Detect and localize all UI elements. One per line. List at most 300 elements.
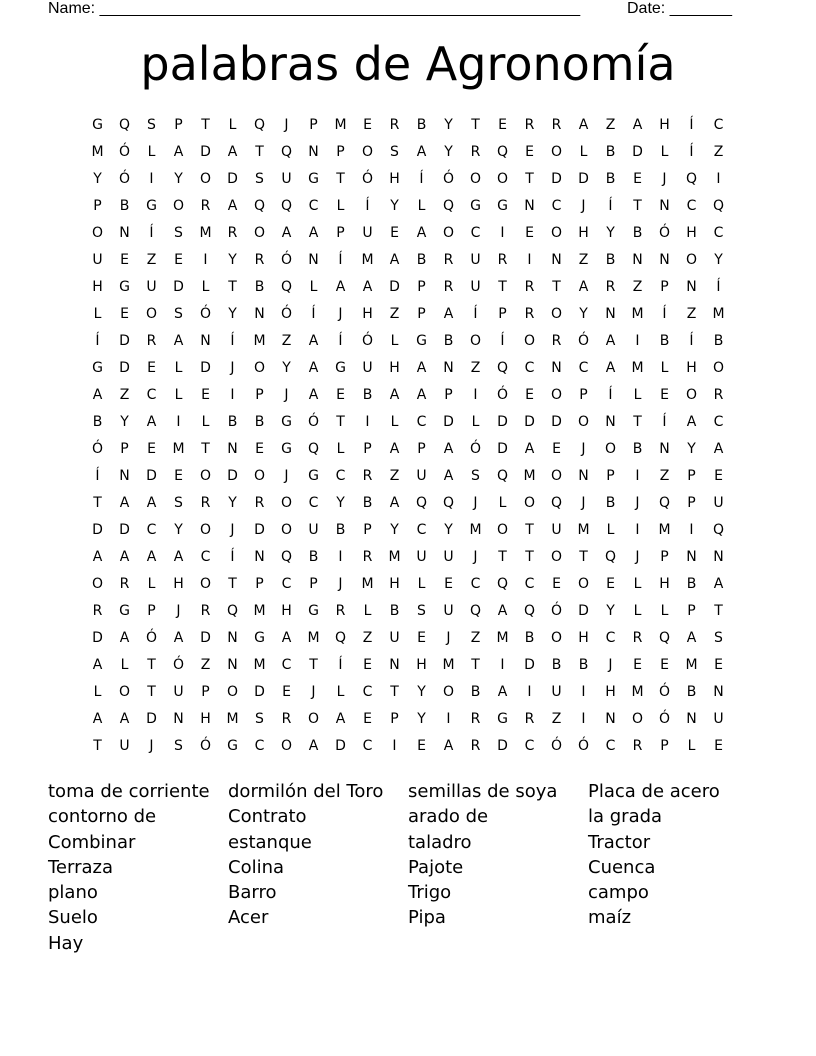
grid-letter[interactable]: Ó [469, 441, 482, 457]
grid-letter[interactable]: O [631, 711, 644, 727]
grid-letter[interactable]: N [173, 711, 184, 727]
grid-letter[interactable]: P [255, 576, 264, 592]
grid-letter[interactable]: E [525, 144, 534, 160]
grid-letter[interactable]: E [633, 657, 642, 673]
grid-letter[interactable]: O [307, 711, 320, 727]
grid-letter[interactable]: U [362, 225, 373, 241]
grid-letter[interactable]: D [578, 603, 589, 619]
grid-letter[interactable]: S [174, 225, 183, 241]
grid-letter[interactable]: D [632, 144, 643, 160]
grid-letter[interactable]: D [146, 711, 157, 727]
grid-letter[interactable]: T [309, 657, 318, 673]
grid-letter[interactable]: P [363, 522, 372, 538]
grid-letter[interactable]: M [253, 333, 266, 349]
grid-letter[interactable]: A [416, 387, 427, 403]
grid-letter[interactable]: C [470, 225, 481, 241]
grid-letter[interactable]: E [552, 441, 561, 457]
grid-letter[interactable]: E [606, 576, 615, 592]
grid-letter[interactable]: D [119, 333, 130, 349]
grid-letter[interactable]: G [470, 198, 481, 214]
grid-letter[interactable]: L [660, 360, 669, 376]
grid-letter[interactable]: D [335, 738, 346, 754]
grid-letter[interactable]: R [281, 711, 292, 727]
grid-letter[interactable]: L [174, 360, 183, 376]
grid-letter[interactable]: O [523, 495, 536, 511]
grid-letter[interactable]: O [118, 684, 131, 700]
grid-letter[interactable]: O [280, 738, 293, 754]
grid-letter[interactable]: U [443, 603, 454, 619]
grid-letter[interactable]: O [91, 225, 104, 241]
grid-letter[interactable]: T [93, 738, 102, 754]
grid-letter[interactable]: S [471, 468, 480, 484]
grid-letter[interactable]: E [336, 387, 345, 403]
grid-letter[interactable]: T [525, 171, 534, 187]
grid-letter[interactable]: B [227, 414, 238, 430]
grid-letter[interactable]: D [200, 360, 211, 376]
grid-letter[interactable]: P [120, 441, 129, 457]
grid-letter[interactable]: B [605, 144, 616, 160]
grid-letter[interactable]: Z [119, 387, 130, 403]
grid-letter[interactable]: A [389, 495, 400, 511]
grid-letter[interactable]: I [365, 414, 370, 430]
grid-letter[interactable]: P [498, 306, 507, 322]
grid-letter[interactable]: G [119, 279, 130, 295]
grid-letter[interactable]: Q [118, 117, 131, 133]
grid-letter[interactable]: E [444, 576, 453, 592]
grid-letter[interactable]: Ó [550, 603, 563, 619]
grid-letter[interactable]: Í [149, 225, 154, 241]
grid-letter[interactable]: D [119, 522, 130, 538]
grid-letter[interactable]: E [363, 657, 372, 673]
grid-letter[interactable]: O [550, 306, 563, 322]
grid-letter[interactable]: C [362, 738, 373, 754]
grid-letter[interactable]: E [282, 684, 291, 700]
grid-letter[interactable]: P [201, 684, 210, 700]
grid-letter[interactable]: C [362, 684, 373, 700]
grid-letter[interactable]: N [686, 549, 697, 565]
grid-letter[interactable]: R [524, 117, 535, 133]
grid-letter[interactable]: Q [496, 144, 509, 160]
grid-letter[interactable]: D [551, 414, 562, 430]
grid-letter[interactable]: O [550, 468, 563, 484]
grid-letter[interactable]: Í [662, 306, 667, 322]
grid-letter[interactable]: E [417, 738, 426, 754]
grid-letter[interactable]: Ó [307, 414, 320, 430]
grid-letter[interactable]: A [146, 414, 157, 430]
grid-letter[interactable]: O [496, 171, 509, 187]
grid-letter[interactable]: P [687, 468, 696, 484]
grid-letter[interactable]: U [92, 252, 103, 268]
grid-letter[interactable]: J [176, 603, 181, 619]
grid-letter[interactable]: I [635, 522, 640, 538]
grid-letter[interactable]: O [550, 225, 563, 241]
grid-letter[interactable]: Í [689, 144, 694, 160]
grid-letter[interactable]: Ó [361, 171, 374, 187]
grid-letter[interactable]: P [687, 603, 696, 619]
grid-letter[interactable]: R [92, 603, 103, 619]
grid-letter[interactable]: Í [95, 468, 100, 484]
grid-letter[interactable]: R [200, 495, 211, 511]
grid-letter[interactable]: G [308, 468, 319, 484]
grid-letter[interactable]: U [551, 522, 562, 538]
grid-letter[interactable]: M [469, 522, 482, 538]
grid-letter[interactable]: R [497, 252, 508, 268]
grid-letter[interactable]: E [147, 441, 156, 457]
grid-letter[interactable]: A [605, 333, 616, 349]
grid-letter[interactable]: Q [604, 549, 617, 565]
grid-letter[interactable]: H [578, 630, 589, 646]
grid-letter[interactable]: E [363, 711, 372, 727]
grid-letter[interactable]: N [686, 711, 697, 727]
grid-letter[interactable]: Q [280, 144, 293, 160]
grid-letter[interactable]: M [685, 657, 698, 673]
grid-letter[interactable]: B [605, 252, 616, 268]
grid-letter[interactable]: E [120, 306, 129, 322]
grid-letter[interactable]: H [173, 576, 184, 592]
grid-letter[interactable]: M [523, 468, 536, 484]
grid-letter[interactable]: D [254, 522, 265, 538]
grid-letter[interactable]: I [581, 684, 586, 700]
grid-letter[interactable]: Y [174, 522, 183, 538]
grid-letter[interactable]: Ó [118, 144, 131, 160]
grid-letter[interactable]: L [633, 387, 642, 403]
grid-letter[interactable]: C [524, 738, 535, 754]
grid-letter[interactable]: P [309, 117, 318, 133]
grid-letter[interactable]: A [416, 225, 427, 241]
grid-letter[interactable]: Ó [442, 171, 455, 187]
grid-letter[interactable]: I [527, 684, 532, 700]
grid-letter[interactable]: Q [280, 549, 293, 565]
grid-letter[interactable]: L [606, 522, 615, 538]
grid-letter[interactable]: H [686, 360, 697, 376]
grid-letter[interactable]: U [362, 360, 373, 376]
grid-letter[interactable]: Y [228, 306, 237, 322]
grid-letter[interactable]: Q [550, 495, 563, 511]
grid-letter[interactable]: J [581, 441, 586, 457]
grid-letter[interactable]: B [713, 333, 724, 349]
grid-letter[interactable]: C [146, 387, 157, 403]
grid-letter[interactable]: L [633, 603, 642, 619]
grid-letter[interactable]: P [363, 441, 372, 457]
grid-letter[interactable]: O [550, 630, 563, 646]
grid-letter[interactable]: B [443, 333, 454, 349]
grid-letter[interactable]: Y [228, 495, 237, 511]
grid-letter[interactable]: O [226, 684, 239, 700]
grid-letter[interactable]: R [146, 333, 157, 349]
grid-letter[interactable]: D [497, 441, 508, 457]
grid-letter[interactable]: Ó [280, 252, 293, 268]
grid-letter[interactable]: M [91, 144, 104, 160]
grid-letter[interactable]: Y [417, 684, 426, 700]
grid-letter[interactable]: Y [687, 441, 696, 457]
grid-letter[interactable]: C [470, 576, 481, 592]
grid-letter[interactable]: C [524, 360, 535, 376]
grid-letter[interactable]: P [660, 738, 669, 754]
grid-letter[interactable]: C [605, 630, 616, 646]
grid-letter[interactable]: A [335, 279, 346, 295]
grid-letter[interactable]: L [363, 603, 372, 619]
grid-letter[interactable]: N [389, 657, 400, 673]
grid-letter[interactable]: Ó [658, 684, 671, 700]
grid-letter[interactable]: E [417, 630, 426, 646]
grid-letter[interactable]: M [631, 684, 644, 700]
grid-letter[interactable]: D [497, 414, 508, 430]
grid-letter[interactable]: A [308, 738, 319, 754]
grid-letter[interactable]: U [443, 549, 454, 565]
grid-letter[interactable]: M [631, 306, 644, 322]
grid-letter[interactable]: C [686, 198, 697, 214]
grid-letter[interactable]: T [228, 576, 237, 592]
grid-letter[interactable]: P [417, 306, 426, 322]
grid-letter[interactable]: E [390, 225, 399, 241]
grid-letter[interactable]: T [471, 657, 480, 673]
grid-letter[interactable]: R [335, 603, 346, 619]
grid-letter[interactable]: Z [605, 117, 616, 133]
grid-letter[interactable]: O [145, 306, 158, 322]
grid-letter[interactable]: L [633, 576, 642, 592]
grid-letter[interactable]: Z [632, 279, 643, 295]
grid-letter[interactable]: N [227, 441, 238, 457]
grid-letter[interactable]: T [336, 414, 345, 430]
grid-letter[interactable]: A [308, 360, 319, 376]
grid-letter[interactable]: I [635, 468, 640, 484]
grid-letter[interactable]: A [416, 360, 427, 376]
grid-letter[interactable]: R [227, 225, 238, 241]
grid-letter[interactable]: J [149, 738, 154, 754]
grid-letter[interactable]: Y [444, 522, 453, 538]
grid-letter[interactable]: Z [551, 711, 562, 727]
grid-letter[interactable]: Z [470, 630, 481, 646]
grid-letter[interactable]: S [417, 603, 426, 619]
grid-letter[interactable]: H [281, 603, 292, 619]
grid-letter[interactable]: T [93, 495, 102, 511]
grid-letter[interactable]: O [253, 468, 266, 484]
grid-letter[interactable]: D [173, 279, 184, 295]
grid-letter[interactable]: U [146, 279, 157, 295]
grid-letter[interactable]: L [309, 279, 318, 295]
grid-letter[interactable]: N [200, 333, 211, 349]
grid-letter[interactable]: L [579, 144, 588, 160]
grid-letter[interactable]: O [469, 333, 482, 349]
grid-letter[interactable]: Q [280, 279, 293, 295]
grid-letter[interactable]: J [338, 576, 343, 592]
grid-letter[interactable]: Í [473, 306, 478, 322]
grid-letter[interactable]: I [149, 171, 154, 187]
grid-letter[interactable]: A [92, 657, 103, 673]
grid-letter[interactable]: D [497, 738, 508, 754]
grid-letter[interactable]: P [444, 387, 453, 403]
grid-letter[interactable]: R [362, 468, 373, 484]
grid-letter[interactable]: B [632, 225, 643, 241]
grid-letter[interactable]: Ó [577, 738, 590, 754]
grid-letter[interactable]: Q [280, 198, 293, 214]
grid-letter[interactable]: A [227, 144, 238, 160]
grid-letter[interactable]: O [442, 225, 455, 241]
grid-letter[interactable]: E [714, 657, 723, 673]
grid-letter[interactable]: P [390, 711, 399, 727]
date-field[interactable]: Date: _______ [627, 0, 732, 17]
grid-letter[interactable]: J [473, 549, 478, 565]
grid-letter[interactable]: T [471, 117, 480, 133]
grid-letter[interactable]: O [685, 252, 698, 268]
grid-letter[interactable]: E [201, 387, 210, 403]
grid-letter[interactable]: A [578, 117, 589, 133]
grid-letter[interactable]: A [146, 495, 157, 511]
grid-letter[interactable]: B [119, 198, 130, 214]
grid-letter[interactable]: Ó [577, 333, 590, 349]
grid-letter[interactable]: P [417, 279, 426, 295]
grid-letter[interactable]: Í [662, 414, 667, 430]
grid-letter[interactable]: C [416, 414, 427, 430]
grid-letter[interactable]: B [254, 279, 265, 295]
grid-letter[interactable]: T [498, 279, 507, 295]
grid-letter[interactable]: D [578, 171, 589, 187]
grid-letter[interactable]: J [311, 684, 316, 700]
grid-letter[interactable]: Z [713, 144, 724, 160]
grid-letter[interactable]: Y [174, 171, 183, 187]
grid-letter[interactable]: C [281, 657, 292, 673]
grid-letter[interactable]: C [524, 576, 535, 592]
grid-letter[interactable]: O [550, 387, 563, 403]
grid-letter[interactable]: G [254, 630, 265, 646]
grid-letter[interactable]: I [473, 387, 478, 403]
grid-letter[interactable]: G [281, 441, 292, 457]
grid-letter[interactable]: Y [120, 414, 129, 430]
grid-letter[interactable]: Q [469, 603, 482, 619]
grid-letter[interactable]: H [92, 279, 103, 295]
grid-letter[interactable]: I [446, 711, 451, 727]
grid-letter[interactable]: Y [336, 495, 345, 511]
grid-letter[interactable]: Y [282, 360, 291, 376]
grid-letter[interactable]: O [199, 522, 212, 538]
grid-letter[interactable]: A [389, 387, 400, 403]
grid-letter[interactable]: A [497, 684, 508, 700]
grid-letter[interactable]: O [550, 144, 563, 160]
grid-letter[interactable]: N [578, 468, 589, 484]
grid-letter[interactable]: I [500, 225, 505, 241]
grid-letter[interactable]: J [230, 360, 235, 376]
grid-letter[interactable]: A [713, 576, 724, 592]
grid-letter[interactable]: L [687, 738, 696, 754]
grid-letter[interactable]: M [442, 657, 455, 673]
grid-letter[interactable]: M [712, 306, 725, 322]
grid-letter[interactable]: A [443, 441, 454, 457]
grid-letter[interactable]: B [308, 549, 319, 565]
grid-letter[interactable]: M [388, 549, 401, 565]
grid-letter[interactable]: Q [496, 576, 509, 592]
grid-letter[interactable]: Q [334, 630, 347, 646]
grid-letter[interactable]: A [173, 549, 184, 565]
grid-letter[interactable]: I [716, 171, 721, 187]
grid-letter[interactable]: T [201, 117, 210, 133]
grid-letter[interactable]: N [605, 711, 616, 727]
grid-letter[interactable]: R [443, 252, 454, 268]
grid-letter[interactable]: E [255, 441, 264, 457]
grid-letter[interactable]: Ó [145, 630, 158, 646]
grid-letter[interactable]: L [120, 657, 129, 673]
grid-letter[interactable]: E [174, 468, 183, 484]
grid-letter[interactable]: Y [444, 117, 453, 133]
grid-letter[interactable]: Z [362, 630, 373, 646]
grid-letter[interactable]: M [361, 252, 374, 268]
grid-letter[interactable]: B [416, 117, 427, 133]
grid-letter[interactable]: G [146, 198, 157, 214]
grid-letter[interactable]: O [280, 522, 293, 538]
grid-letter[interactable]: L [336, 198, 345, 214]
grid-letter[interactable]: B [686, 576, 697, 592]
grid-letter[interactable]: D [146, 468, 157, 484]
grid-letter[interactable]: O [253, 360, 266, 376]
grid-letter[interactable]: M [496, 630, 509, 646]
grid-letter[interactable]: E [120, 252, 129, 268]
grid-letter[interactable]: A [308, 387, 319, 403]
grid-letter[interactable]: Y [606, 603, 615, 619]
grid-letter[interactable]: H [686, 225, 697, 241]
grid-letter[interactable]: D [524, 414, 535, 430]
grid-letter[interactable]: M [199, 225, 212, 241]
grid-letter[interactable]: R [524, 711, 535, 727]
grid-letter[interactable]: D [200, 630, 211, 646]
grid-letter[interactable]: C [335, 468, 346, 484]
grid-letter[interactable]: G [119, 603, 130, 619]
grid-letter[interactable]: G [227, 738, 238, 754]
grid-letter[interactable]: Í [608, 387, 613, 403]
grid-letter[interactable]: N [632, 252, 643, 268]
grid-letter[interactable]: E [552, 576, 561, 592]
grid-letter[interactable]: R [713, 387, 724, 403]
grid-letter[interactable]: R [470, 711, 481, 727]
grid-letter[interactable]: N [254, 306, 265, 322]
grid-letter[interactable]: P [660, 279, 669, 295]
grid-letter[interactable]: B [470, 684, 481, 700]
grid-letter[interactable]: T [714, 603, 723, 619]
grid-letter[interactable]: Q [712, 522, 725, 538]
grid-letter[interactable]: R [362, 549, 373, 565]
grid-letter[interactable]: P [606, 468, 615, 484]
grid-letter[interactable]: A [686, 630, 697, 646]
grid-letter[interactable]: Í [608, 198, 613, 214]
grid-letter[interactable]: Q [415, 495, 428, 511]
grid-letter[interactable]: A [308, 225, 319, 241]
grid-letter[interactable]: L [147, 576, 156, 592]
grid-letter[interactable]: C [713, 117, 724, 133]
grid-letter[interactable]: S [174, 495, 183, 511]
grid-letter[interactable]: O [442, 684, 455, 700]
grid-letter[interactable]: Q [658, 630, 671, 646]
grid-letter[interactable]: E [660, 387, 669, 403]
grid-letter[interactable]: C [416, 522, 427, 538]
grid-letter[interactable]: N [308, 144, 319, 160]
grid-letter[interactable]: A [713, 441, 724, 457]
grid-letter[interactable]: M [658, 522, 671, 538]
grid-letter[interactable]: Ó [199, 306, 212, 322]
grid-letter[interactable]: R [200, 603, 211, 619]
grid-letter[interactable]: L [336, 441, 345, 457]
grid-letter[interactable]: Q [307, 441, 320, 457]
grid-letter[interactable]: A [524, 441, 535, 457]
grid-letter[interactable]: E [147, 360, 156, 376]
grid-letter[interactable]: A [335, 711, 346, 727]
grid-letter[interactable]: Z [389, 468, 400, 484]
grid-letter[interactable]: R [632, 738, 643, 754]
name-field[interactable]: Name: ______________________________________________________ [48, 0, 581, 17]
grid-letter[interactable]: H [659, 117, 670, 133]
grid-letter[interactable]: R [551, 117, 562, 133]
grid-letter[interactable]: D [200, 144, 211, 160]
grid-letter[interactable]: O [199, 576, 212, 592]
grid-letter[interactable]: L [498, 495, 507, 511]
grid-letter[interactable]: E [363, 117, 372, 133]
